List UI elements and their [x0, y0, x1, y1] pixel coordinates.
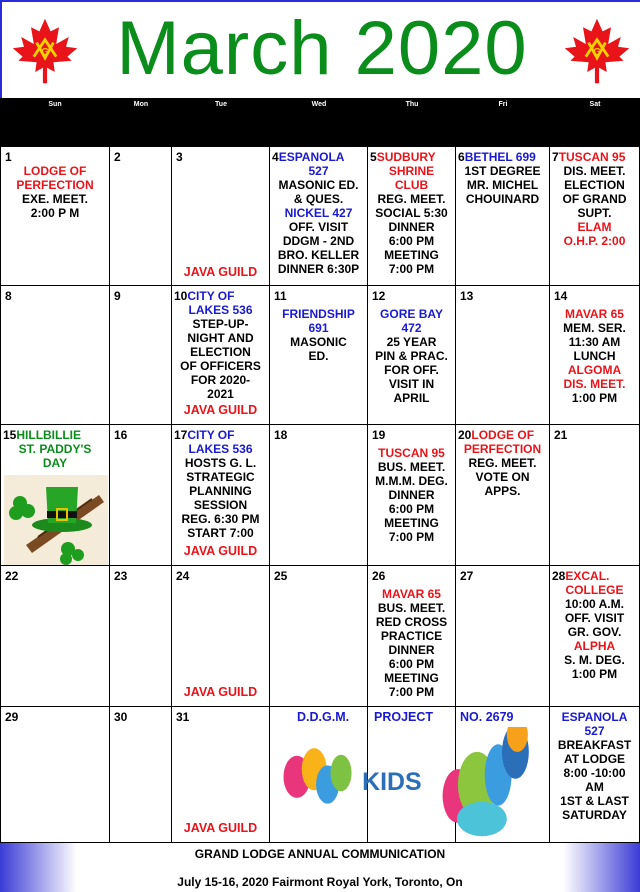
java-guild-label: JAVA GUILD: [183, 403, 258, 417]
event-line: LAKES 536: [188, 303, 253, 317]
event-line: 2021: [207, 387, 234, 401]
event-line: ED.: [308, 349, 329, 363]
day-number: 7: [552, 150, 559, 164]
day-cell[interactable]: [550, 286, 640, 425]
event-line: COLLEGE: [565, 583, 624, 597]
day-cell[interactable]: [0, 146, 110, 286]
event-line: DINNER: [388, 220, 435, 234]
day-events: [370, 446, 453, 544]
day-events: [458, 428, 547, 498]
neo-kids-logo: [272, 727, 548, 842]
day-number: 12: [372, 289, 386, 303]
weekday-label: Sat: [589, 101, 601, 108]
event-line: BUS. MEET.: [377, 460, 446, 474]
event-line: 8:00 -10:00: [563, 766, 626, 780]
event-line: BUS. MEET.: [377, 601, 446, 615]
event-line: 28EXCAL.: [552, 569, 610, 583]
event-line: CHOUINARD: [465, 192, 540, 206]
event-line: SATURDAY: [562, 808, 627, 822]
event-line: ELECTION: [190, 345, 251, 359]
day-number: 16: [114, 428, 128, 442]
day-cell[interactable]: [368, 286, 456, 425]
java-guild-label: JAVA GUILD: [183, 265, 258, 279]
event-line: ALGOMA: [567, 363, 622, 377]
event-line: ESPANOLA: [561, 710, 628, 724]
event-line: 1:00 PM: [571, 667, 618, 681]
day-number: 20: [458, 428, 472, 442]
day-number: 1: [5, 150, 12, 164]
day-cell[interactable]: [172, 286, 270, 425]
day-cell[interactable]: [270, 425, 368, 566]
day-number: 29: [5, 710, 19, 724]
event-line: DDGM - 2ND: [282, 234, 355, 248]
event-line: MR. MICHEL: [466, 178, 539, 192]
day-cell[interactable]: [110, 707, 172, 843]
event-line: PERFECTION: [463, 442, 542, 456]
day-cell[interactable]: [0, 286, 110, 425]
day-number: 15: [3, 428, 17, 442]
day-cell[interactable]: [0, 425, 110, 566]
day-events: [174, 428, 267, 540]
event-line: FRIENDSHIP: [282, 307, 355, 321]
calendar-header: [0, 0, 640, 98]
event-line: REG. MEET.: [468, 456, 537, 470]
weekday-label: Fri: [498, 101, 508, 108]
event-line: AM: [585, 780, 604, 794]
day-number: 10: [174, 289, 188, 303]
event-line: STRATEGIC: [186, 470, 255, 484]
event-line: FOR 2020-: [190, 373, 251, 387]
weekday-label: Wed: [311, 101, 327, 108]
weekday-label: Mon: [133, 101, 149, 108]
day-number: 13: [460, 289, 474, 303]
day-events: [458, 150, 547, 206]
event-line: 6:00 PM: [388, 234, 435, 248]
day-number: 28: [552, 569, 566, 583]
event-line: 4ESPANOLA: [272, 150, 345, 164]
day-events: [3, 428, 107, 470]
event-line: VOTE ON: [475, 470, 530, 484]
java-guild-label: JAVA GUILD: [183, 544, 258, 558]
event-line: 1ST & LAST: [560, 794, 629, 808]
footer-line-1: GRAND LODGE ANNUAL COMMUNICATION: [194, 847, 446, 861]
day-cell[interactable]: [110, 425, 172, 566]
svg-text:G: G: [41, 47, 49, 59]
event-line: PLANNING: [189, 484, 252, 498]
event-line: HOSTS G. L.: [184, 456, 257, 470]
weekday-label: Thu: [405, 101, 419, 108]
day-number: 8: [5, 289, 12, 303]
event-line: VISIT IN: [388, 377, 435, 391]
banner-number: NO. 2679: [460, 710, 514, 724]
day-cell[interactable]: [368, 566, 456, 707]
event-line: 25 YEAR: [386, 335, 437, 349]
event-line: & QUES.: [293, 192, 344, 206]
day-cell[interactable]: [550, 425, 640, 566]
day-cell[interactable]: [0, 707, 110, 843]
event-line: APRIL: [393, 391, 430, 405]
event-line: ALPHA: [573, 639, 616, 653]
event-line: FOR OFF.: [384, 363, 439, 377]
day-cell[interactable]: [110, 566, 172, 707]
event-line: 6:00 PM: [388, 657, 435, 671]
event-line: 10:00 A.M.: [565, 597, 624, 611]
day-events: [552, 307, 637, 405]
event-line: SHRINE: [388, 164, 435, 178]
event-line: LUNCH: [573, 349, 616, 363]
event-line: 691: [308, 321, 329, 335]
event-line: APPS.: [484, 484, 521, 498]
event-line: RED CROSS: [375, 615, 448, 629]
java-guild-label: JAVA GUILD: [183, 685, 258, 699]
event-line: 7TUSCAN 95: [552, 150, 626, 164]
weekday-label: Sun: [48, 101, 62, 108]
day-number: 25: [274, 569, 288, 583]
weekday-label: Tue: [215, 101, 227, 108]
event-line: 7:00 PM: [388, 685, 435, 699]
event-line: MAVAR 65: [565, 307, 624, 321]
event-line: ST. PADDY'S: [18, 442, 92, 456]
day-number: 17: [174, 428, 188, 442]
page-title: March 2020: [116, 6, 528, 91]
day-number: 4: [272, 150, 279, 164]
event-line: 1ST DEGREE: [464, 164, 541, 178]
event-line: PERFECTION: [16, 178, 94, 192]
day-cell[interactable]: [172, 707, 270, 843]
event-line: TUSCAN 95: [378, 446, 445, 460]
day-cell[interactable]: [550, 566, 640, 707]
footer: [0, 843, 640, 892]
event-line: 11:30 AM: [568, 335, 621, 349]
event-line: STEP-UP-: [192, 317, 249, 331]
day-cell[interactable]: [456, 425, 550, 566]
event-line: 472: [401, 321, 422, 335]
event-line: 7:00 PM: [388, 262, 435, 276]
day-number: 31: [176, 710, 190, 724]
day-cell[interactable]: [456, 566, 550, 707]
event-line: PRACTICE: [380, 629, 443, 643]
day-cell[interactable]: [270, 146, 368, 286]
day-cell[interactable]: [172, 146, 270, 286]
day-number: 2: [114, 150, 121, 164]
event-line: DIS. MEET.: [563, 377, 626, 391]
day-number: 22: [5, 569, 19, 583]
event-line: MEETING: [384, 671, 439, 685]
event-line: SUPT.: [577, 206, 612, 220]
day-cell[interactable]: [368, 425, 456, 566]
event-line: SOCIAL 5:30: [375, 206, 448, 220]
banner-ddgm: D.D.G.M.: [297, 710, 350, 724]
day-number: 3: [176, 150, 183, 164]
day-cell[interactable]: [270, 286, 368, 425]
day-cell[interactable]: [456, 146, 550, 286]
day-of-week-header: [0, 98, 640, 146]
event-line: 15HILLBILLIE: [3, 428, 82, 442]
event-line: OF OFFICERS: [180, 359, 261, 373]
day-cell[interactable]: [110, 146, 172, 286]
day-cell[interactable]: [550, 146, 640, 286]
event-line: LAKES 536: [188, 442, 253, 456]
event-line: SESSION: [193, 498, 248, 512]
event-line: EXE. MEET.: [21, 192, 89, 206]
day-number: 24: [176, 569, 190, 583]
day-events: [174, 289, 267, 401]
event-line: 527: [584, 724, 605, 738]
day-number: 6: [458, 150, 465, 164]
event-line: DIS. MEET.: [563, 164, 626, 178]
day-number: 30: [114, 710, 128, 724]
event-line: PIN & PRAC.: [375, 349, 448, 363]
event-line: DINNER: [388, 488, 435, 502]
day-cell[interactable]: [110, 286, 172, 425]
banner-project: PROJECT: [374, 710, 434, 724]
event-line: DINNER 6:30P: [277, 262, 360, 276]
event-line: 10CITY OF: [174, 289, 235, 303]
event-line: OFF. VISIT: [288, 220, 349, 234]
event-line: 17CITY OF: [174, 428, 235, 442]
day-number: 21: [554, 428, 568, 442]
event-line: 2:00 P M: [30, 206, 80, 220]
day-events: [272, 150, 365, 276]
day-number: 27: [460, 569, 474, 583]
day-number: 14: [554, 289, 568, 303]
day-number: 18: [274, 428, 288, 442]
event-line: NIGHT AND: [187, 331, 254, 345]
day-cell[interactable]: [270, 566, 368, 707]
java-guild-label: JAVA GUILD: [183, 821, 258, 835]
event-line: MASONIC: [290, 335, 347, 349]
day-events: [370, 307, 453, 405]
svg-text:KIDS: KIDS: [362, 768, 422, 797]
day-cell[interactable]: [172, 425, 270, 566]
event-line: 6BETHEL 699: [458, 150, 536, 164]
event-line: 5SUDBURY: [370, 150, 436, 164]
event-line: GR. GOV.: [567, 625, 622, 639]
event-line: DAY: [42, 456, 68, 470]
day-events: [552, 150, 637, 248]
event-line: REG. MEET.: [377, 192, 446, 206]
event-line: S. M. DEG.: [564, 653, 625, 667]
event-line: REG. 6:30 PM: [181, 512, 260, 526]
event-line: 20LODGE OF: [458, 428, 535, 442]
day-cell[interactable]: [368, 146, 456, 286]
event-line: MEETING: [384, 248, 439, 262]
svg-text:G: G: [593, 47, 601, 59]
event-line: NICKEL 427: [284, 206, 353, 220]
day-events: [370, 150, 453, 276]
maple-leaf-masonic-icon: [562, 16, 632, 86]
event-line: OFF. VISIT: [564, 611, 625, 625]
day-cell[interactable]: [0, 566, 110, 707]
event-line: MEETING: [384, 516, 439, 530]
leprechaun-hat-icon: [4, 475, 108, 565]
event-line: LODGE OF: [23, 164, 87, 178]
event-line: MASONIC ED.: [278, 178, 359, 192]
day-events: [272, 307, 365, 363]
day-cell[interactable]: [456, 286, 550, 425]
event-line: OF GRAND: [562, 192, 627, 206]
day-number: 19: [372, 428, 386, 442]
event-line: BREAKFAST: [557, 738, 632, 752]
event-line: M.M.M. DEG.: [375, 474, 448, 488]
event-line: 527: [308, 164, 329, 178]
event-line: MEM. SER.: [563, 321, 626, 335]
event-line: BRO. KELLER: [277, 248, 360, 262]
maple-leaf-masonic-icon: [10, 16, 80, 86]
day-cell[interactable]: [550, 707, 640, 843]
event-line: DINNER: [388, 643, 435, 657]
event-line: ELAM: [577, 220, 612, 234]
event-line: ELECTION: [564, 178, 625, 192]
day-events: [552, 569, 637, 681]
day-number: 9: [114, 289, 121, 303]
day-cell[interactable]: [172, 566, 270, 707]
day-events: [552, 710, 637, 822]
footer-line-2: July 15-16, 2020 Fairmont Royal York, Toronto, On: [177, 875, 463, 889]
event-line: MAVAR 65: [382, 587, 441, 601]
event-line: 1:00 PM: [571, 391, 618, 405]
event-line: 7:00 PM: [388, 530, 435, 544]
event-line: 6:00 PM: [388, 502, 435, 516]
event-line: CLUB: [394, 178, 429, 192]
event-line: AT LODGE: [563, 752, 626, 766]
day-number: 5: [370, 150, 377, 164]
day-number: 11: [274, 289, 287, 303]
event-line: START 7:00: [187, 526, 254, 540]
day-events: [370, 587, 453, 699]
event-line: GORE BAY: [380, 307, 443, 321]
day-events: [3, 164, 107, 220]
event-line: O.H.P. 2:00: [563, 234, 626, 248]
day-number: 23: [114, 569, 128, 583]
day-number: 26: [372, 569, 386, 583]
